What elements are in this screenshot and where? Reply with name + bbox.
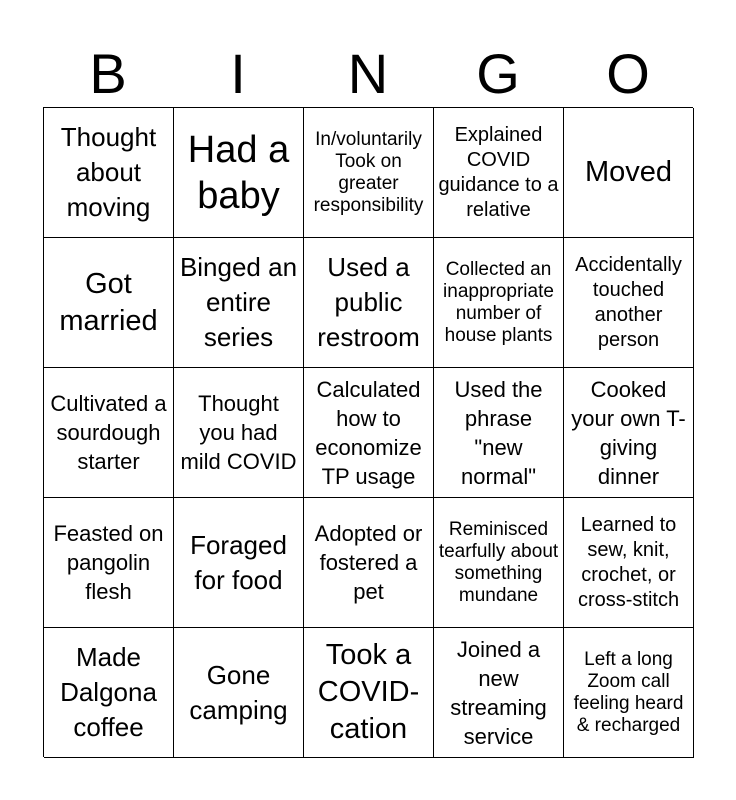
header-letter-b: B [89, 42, 127, 105]
bingo-cell[interactable] [304, 238, 434, 368]
cell-text: Moved [584, 156, 673, 188]
bingo-cell[interactable] [304, 368, 434, 498]
cell-text: Thought about moving [60, 122, 157, 222]
cell-text: Adopted or fostered a pet [314, 521, 423, 604]
bingo-cell[interactable] [174, 498, 304, 628]
bingo-cell[interactable] [434, 628, 564, 758]
cell-text: Foraged for food [190, 529, 287, 595]
bingo-cell[interactable] [44, 108, 174, 238]
bingo-cell[interactable] [44, 628, 174, 758]
cell-text: Took a COVID-cation [317, 639, 420, 745]
cell-text: Got married [59, 267, 158, 337]
cell-text: Cultivated a sourdough starter [50, 391, 167, 474]
bingo-cell[interactable] [304, 498, 434, 628]
cell-text: Left a long Zoom call feeling heard & recharged [573, 648, 684, 736]
bingo-cell[interactable] [564, 628, 694, 758]
cell-text: Binged an entire series [179, 252, 298, 352]
bingo-header [43, 40, 693, 108]
bingo-cell[interactable] [304, 108, 434, 238]
bingo-cell[interactable] [434, 498, 564, 628]
bingo-grid [43, 107, 693, 757]
cell-text: Reminisced tearfully about something mundane [438, 518, 559, 606]
bingo-cell[interactable] [434, 238, 564, 368]
cell-text: Collected an inappropriate number of house plants [443, 258, 554, 346]
cell-text: Cooked your own T-giving dinner [571, 376, 686, 489]
header-letter-g: G [476, 42, 520, 105]
cell-text: Used a public restroom [317, 252, 420, 352]
bingo-cell[interactable] [174, 238, 304, 368]
bingo-cell[interactable] [434, 368, 564, 498]
cell-text: Had a baby [187, 128, 290, 217]
bingo-cell[interactable] [44, 368, 174, 498]
bingo-cell[interactable] [564, 368, 694, 498]
cell-text: Learned to sew, knit, crochet, or cross-stitch [577, 513, 680, 611]
bingo-cell[interactable] [564, 108, 694, 238]
cell-text: Used the phrase "new normal" [454, 376, 543, 489]
bingo-cell[interactable] [174, 108, 304, 238]
bingo-cell[interactable] [174, 628, 304, 758]
bingo-cell[interactable] [564, 238, 694, 368]
header-letter-i: I [230, 42, 246, 105]
cell-text: Made Dalgona coffee [60, 642, 157, 742]
header-letter-n: N [347, 42, 389, 105]
bingo-cell[interactable] [44, 238, 174, 368]
cell-text: Gone camping [189, 659, 288, 725]
header-letter-o: O [606, 42, 650, 105]
cell-text: Calculated how to economize TP usage [315, 376, 422, 489]
cell-text: Feasted on pangolin flesh [53, 521, 164, 604]
cell-text: In/voluntarily Took on greater responsibility [313, 128, 424, 216]
bingo-cell[interactable] [434, 108, 564, 238]
cell-text: Accidentally touched another person [575, 253, 682, 351]
cell-text: Explained COVID guidance to a relative [438, 123, 559, 221]
bingo-cell[interactable] [304, 628, 434, 758]
cell-text: Thought you had mild COVID [180, 391, 297, 474]
bingo-cell[interactable] [174, 368, 304, 498]
bingo-cell[interactable] [44, 498, 174, 628]
cell-text: Joined a new streaming service [450, 636, 547, 749]
bingo-cell[interactable] [564, 498, 694, 628]
